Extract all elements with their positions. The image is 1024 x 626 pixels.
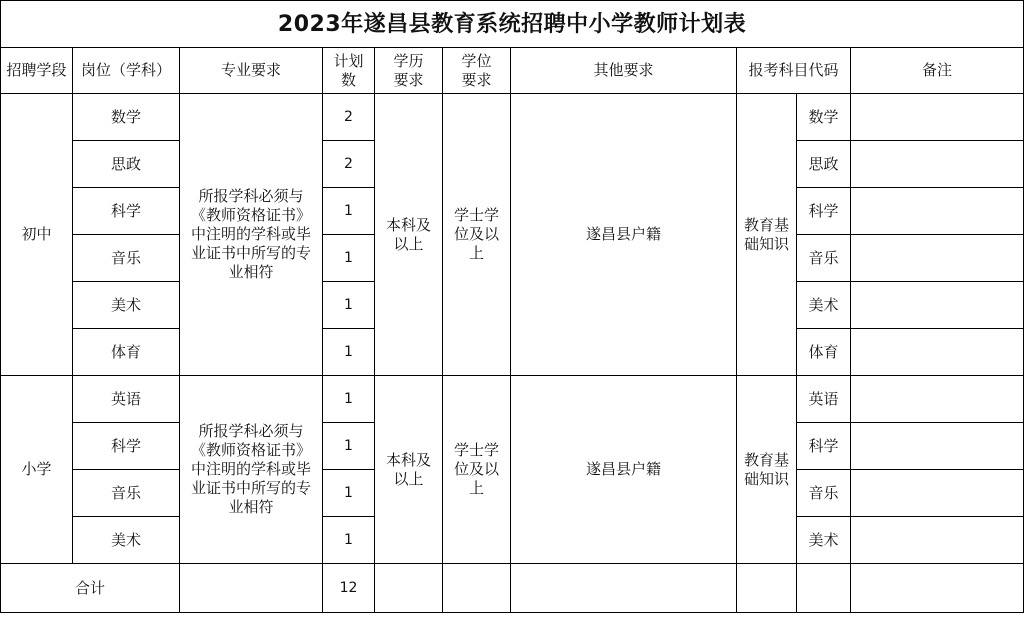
subject-cell: 美术 [73, 517, 180, 564]
table-row [1, 376, 1024, 423]
total-other-empty [511, 564, 737, 613]
count-cell: 1 [323, 282, 375, 329]
header-education [375, 48, 443, 94]
code-cell: 英语 [797, 376, 851, 423]
code-cell: 音乐 [797, 470, 851, 517]
major-cell [180, 376, 323, 564]
code-cell: 科学 [797, 188, 851, 235]
total-label: 合计 [1, 564, 180, 613]
remark-cell [851, 470, 1024, 517]
total-count: 12 [323, 564, 375, 613]
code-cell: 思政 [797, 141, 851, 188]
remark-cell [851, 423, 1024, 470]
remark-cell [851, 235, 1024, 282]
code-cell: 体育 [797, 329, 851, 376]
count-cell: 2 [323, 141, 375, 188]
code-cell: 数学 [797, 94, 851, 141]
degree-text: 学士学位及以上 [453, 441, 499, 497]
degree-text: 学士学位及以上 [453, 206, 499, 262]
count-cell: 2 [323, 94, 375, 141]
other-cell: 遂昌县户籍 [511, 94, 737, 376]
remark-cell [851, 188, 1024, 235]
count-cell: 1 [323, 423, 375, 470]
total-remark-empty [851, 564, 1024, 613]
total-degree-empty [443, 564, 511, 613]
major-cell [180, 94, 323, 376]
header-count [323, 48, 375, 94]
header-row [1, 48, 1024, 94]
exam-text: 教育基础知识 [743, 450, 789, 488]
subject-cell: 英语 [73, 376, 180, 423]
count-cell: 1 [323, 470, 375, 517]
education-cell [375, 94, 443, 376]
subject-cell: 体育 [73, 329, 180, 376]
total-row [1, 564, 1024, 613]
count-cell: 1 [323, 235, 375, 282]
count-cell: 1 [323, 376, 375, 423]
subject-cell: 音乐 [73, 235, 180, 282]
major-text: 所报学科必须与《教师资格证书》中注明的学科或毕业证书中所写的专业相符 [190, 187, 311, 281]
remark-cell [851, 141, 1024, 188]
degree-cell [443, 376, 511, 564]
header-education-label: 学历要求 [393, 51, 424, 89]
total-major-empty [180, 564, 323, 613]
stage-cell: 小学 [1, 376, 73, 564]
subject-cell: 音乐 [73, 470, 180, 517]
exam-text: 教育基础知识 [743, 215, 789, 253]
exam-cell [737, 376, 797, 564]
count-cell: 1 [323, 517, 375, 564]
total-code-empty [797, 564, 851, 613]
education-text: 本科及以上 [385, 450, 431, 488]
header-major: 专业要求 [180, 48, 323, 94]
table-title: 2023年遂昌县教育系统招聘中小学教师计划表 [1, 1, 1024, 48]
count-cell: 1 [323, 329, 375, 376]
remark-cell [851, 94, 1024, 141]
header-count-label: 计划数 [333, 51, 364, 89]
code-cell: 美术 [797, 517, 851, 564]
subject-cell: 科学 [73, 423, 180, 470]
subject-cell: 思政 [73, 141, 180, 188]
remark-cell [851, 282, 1024, 329]
header-degree-label: 学位要求 [461, 51, 492, 89]
degree-cell [443, 94, 511, 376]
header-post: 岗位（学科） [73, 48, 180, 94]
count-cell: 1 [323, 188, 375, 235]
remark-cell [851, 517, 1024, 564]
major-text: 所报学科必须与《教师资格证书》中注明的学科或毕业证书中所写的专业相符 [190, 422, 311, 516]
total-exam-empty [737, 564, 797, 613]
subject-cell: 美术 [73, 282, 180, 329]
table-row [1, 94, 1024, 141]
total-education-empty [375, 564, 443, 613]
code-cell: 音乐 [797, 235, 851, 282]
exam-cell [737, 94, 797, 376]
header-other: 其他要求 [511, 48, 737, 94]
education-text: 本科及以上 [385, 215, 431, 253]
remark-cell [851, 376, 1024, 423]
header-exam: 报考科目代码 [737, 48, 851, 94]
stage-cell: 初中 [1, 94, 73, 376]
subject-cell: 科学 [73, 188, 180, 235]
other-cell: 遂昌县户籍 [511, 376, 737, 564]
header-remark: 备注 [851, 48, 1024, 94]
remark-cell [851, 329, 1024, 376]
header-stage: 招聘学段 [1, 48, 73, 94]
header-degree [443, 48, 511, 94]
code-cell: 科学 [797, 423, 851, 470]
subject-cell: 数学 [73, 94, 180, 141]
code-cell: 美术 [797, 282, 851, 329]
education-cell [375, 376, 443, 564]
